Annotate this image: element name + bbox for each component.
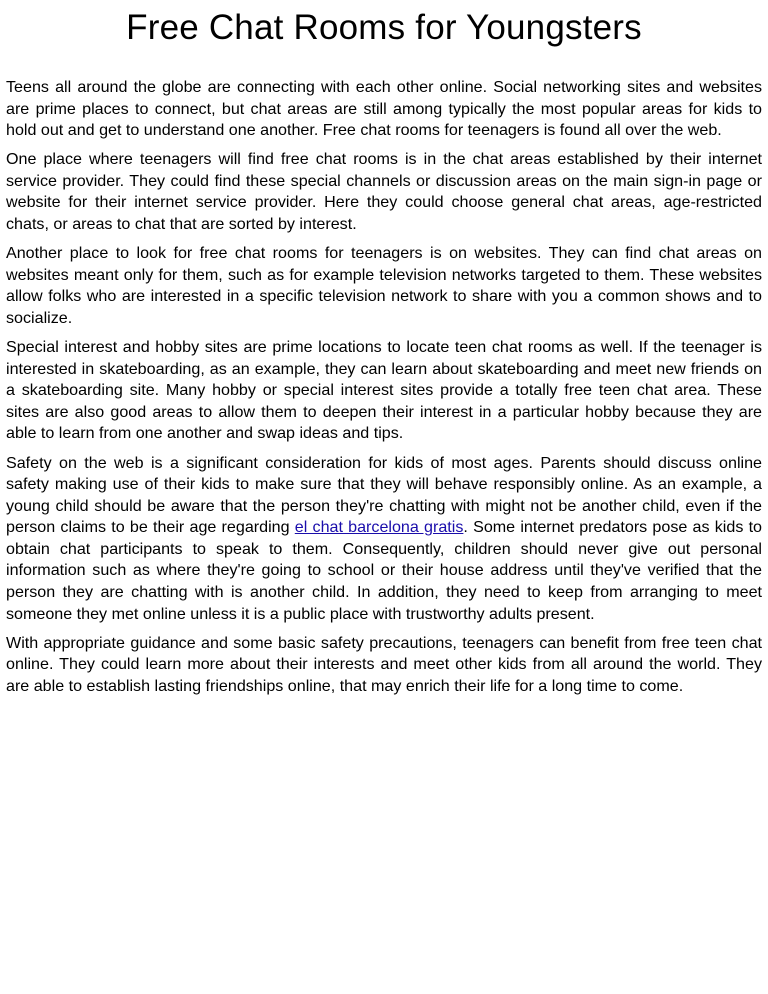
paragraph-closing: With appropriate guidance and some basic safety precautions, teenagers can benefit from free teen chat online. They could learn more about their interests and meet other kids from all around the world. They are able to establish lasting friendships online, that may enrich their life for a long time to come.: [6, 633, 762, 695]
paragraph-isp-chat: One place where teenagers will find free chat rooms is in the chat areas established by their internet service provider. They could find these special channels or discussion areas on the main sign-in page or website for their internet service provider. Here they could choose general chat areas, age-restricted chats, or areas to chat that are sorted by interest.: [6, 150, 762, 234]
chat-barcelona-link[interactable]: el chat barcelona gratis: [294, 518, 464, 537]
paragraph-website-chat: Another place to look for free chat rooms for teenagers is on websites. They can find chat areas on websites meant only for them, such as for example television networks targeted to them. These websites allow folks who are interested in a specific television network to share with you a common shows and to socialize.: [6, 244, 762, 327]
paragraph-intro: Teens all around the globe are connecting with each other online. Social networking sites and websites are prime places to connect, but chat areas are still among typically the most popular areas for kids to hold out and get to understand one another. Free chat rooms for teenagers is found all over the web.: [6, 78, 762, 140]
article-body: [6, 77, 762, 698]
document-page: [6, 0, 762, 705]
paragraph-safety: [6, 453, 762, 626]
safety-text-after-link: . Some internet predators pose as kids to obtain chat participants to speak to them. Consequently, children should never give out personal information such as where they're going to school or their house address until they've verified that the person they are chatting with is another child. In addition, they need to keep from arranging to meet someone they met online unless it is a public place with trustworthy adults present.: [6, 518, 763, 623]
safety-text-before-link: Safety on the web is a significant consideration for kids of most ages. Parents should discuss online safety making use of their kids to make sure that they will behave responsibly online. As an example, a young child should be aware that the person they're chatting with might not be another child, even if the person claims to be their age regarding: [6, 453, 762, 537]
page-title: Free Chat Rooms for Youngsters: [126, 8, 642, 47]
paragraph-hobby-chat: Special interest and hobby sites are prime locations to locate teen chat rooms as well. If the teenager is interested in skateboarding, as an example, they can learn about skateboarding and meet new friends on a skateboarding site. Many hobby or special interest sites provide a totally free teen chat area. These sites are also good areas to allow them to deepen their interest in a particular hobby because they are able to learn from one another and swap ideas and tips.: [6, 338, 762, 443]
